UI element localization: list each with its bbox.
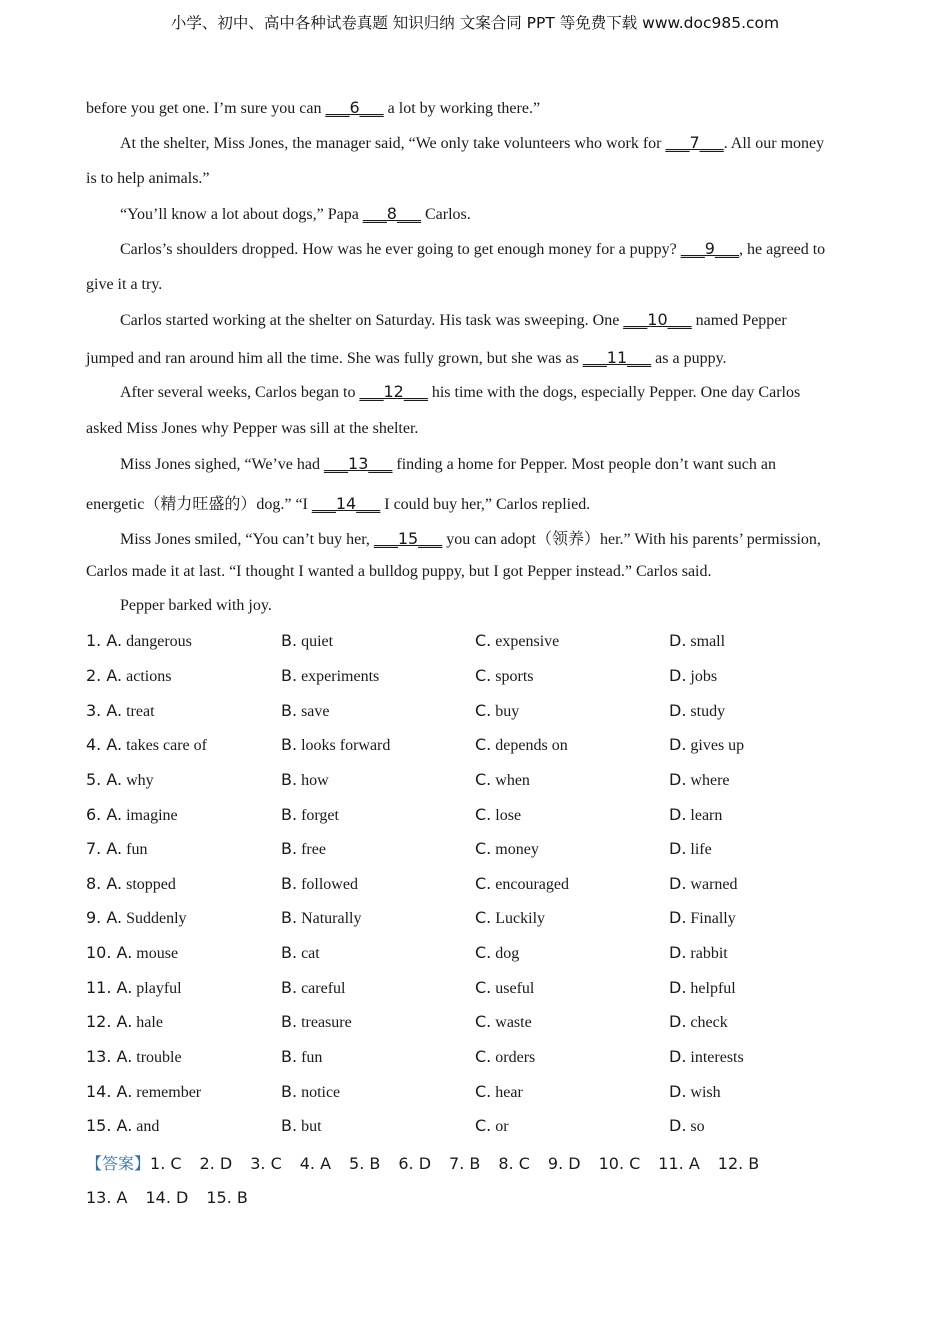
option-d-label: D. [669,770,687,789]
option-c-label: C. [475,1012,492,1031]
answer-item: 11. A [658,1154,700,1173]
option-c [475,1082,523,1102]
passage-line-5: Carlos’s shoulders dropped. How was he ever going to get enough money for a puppy? ___9___, he agreed to [120,239,826,258]
option-b-label: B. [281,839,298,858]
option-d-text: small [690,633,726,650]
option-row-8 [86,874,886,896]
option-d-label: D. [669,1047,687,1066]
blank-12: ___12___ [359,382,428,401]
blank-6: ___6___ [325,98,384,117]
option-c [475,701,519,721]
answer-item: 8. C [498,1154,530,1173]
option-a-text: remember [136,1084,202,1101]
option-row-3 [86,701,886,723]
option-d [669,839,712,859]
option-c [475,666,534,686]
option-a-text: Suddenly [126,910,187,927]
passage-line-14: Carlos made it at last. “I thought I wanted a bulldog puppy, but I got Pepper instead.” Carlos said. [86,563,712,580]
option-b [281,1116,322,1136]
option-d-label: D. [669,874,687,893]
option-a-label: 9. A. [86,908,123,927]
option-row-12 [86,1012,886,1034]
option-a-label: 6. A. [86,805,123,824]
option-b-text: save [301,703,330,720]
option-d-label: D. [669,839,687,858]
option-c-label: C. [475,735,492,754]
option-d [669,978,736,998]
option-d-text: wish [690,1084,721,1101]
option-b [281,805,339,825]
option-a [86,908,187,928]
passage-line-4: “You’ll know a lot about dogs,” Papa ___8___ Carlos. [120,204,471,223]
option-b [281,666,379,686]
option-a-text: why [126,772,154,789]
option-a [86,943,178,963]
answer-item: 15. B [206,1188,248,1207]
option-b-text: quiet [301,633,334,650]
option-a-label: 3. A. [86,701,123,720]
option-d-text: learn [690,807,723,824]
option-b [281,1082,340,1102]
option-d-label: D. [669,631,687,650]
option-b [281,978,345,998]
option-b-text: how [301,772,329,789]
option-c [475,631,559,651]
option-d-label: D. [669,908,687,927]
option-d [669,943,728,963]
option-a-text: trouble [136,1049,182,1066]
option-row-4 [86,735,886,757]
passage-line-2: At the shelter, Miss Jones, the manager said, “We only take volunteers who work for ___7___. All our money [120,133,825,152]
blank-7: ___7___ [665,133,724,152]
option-b-label: B. [281,1012,298,1031]
option-b-label: B. [281,908,298,927]
option-c [475,943,519,963]
passage-line-15: Pepper barked with joy. [120,597,272,614]
option-c-text: sports [495,668,534,685]
answer-item: 2. D [199,1154,233,1173]
option-c-label: C. [475,908,492,927]
option-a-label: 8. A. [86,874,123,893]
option-c-text: expensive [495,633,560,650]
option-row-9 [86,908,886,930]
answer-item: 9. D [547,1154,581,1173]
option-b-label: B. [281,701,298,720]
option-a [86,805,178,825]
option-d-text: life [690,841,712,858]
option-c [475,735,568,755]
option-b [281,735,390,755]
option-b [281,631,333,651]
option-c [475,1047,535,1067]
option-b-label: B. [281,631,298,650]
option-row-2 [86,666,886,688]
option-d [669,908,736,928]
option-b-text: but [301,1118,322,1135]
option-c-text: encouraged [495,876,569,893]
option-c-label: C. [475,1047,492,1066]
option-c-text: money [495,841,539,858]
option-b-label: B. [281,666,298,685]
answer-item: 4. A [299,1154,332,1173]
option-a-text: playful [136,980,182,997]
option-c-label: C. [475,666,492,685]
option-d-label: D. [669,1012,687,1031]
option-b-label: B. [281,770,298,789]
option-c-label: C. [475,1082,492,1101]
option-a-label: 5. A. [86,770,123,789]
option-a-text: fun [126,841,148,858]
option-d [669,735,744,755]
option-c [475,978,534,998]
option-b [281,1047,322,1067]
option-d [669,1116,705,1136]
option-d-label: D. [669,943,687,962]
option-b-text: experiments [301,668,380,685]
option-a-text: mouse [136,945,179,962]
answer-item: 6. D [398,1154,432,1173]
option-a [86,770,154,790]
option-b-text: forget [301,807,339,824]
option-row-1 [86,631,886,653]
option-c-label: C. [475,1116,492,1135]
option-d [669,631,725,651]
option-c-label: C. [475,943,492,962]
option-c [475,770,530,790]
blank-9: ___9___ [680,239,739,258]
option-row-14 [86,1082,886,1104]
option-b [281,839,326,859]
option-a-label: 1. A. [86,631,123,650]
option-a-text: and [136,1118,160,1135]
option-c-label: C. [475,701,492,720]
option-row-6 [86,805,886,827]
option-a [86,978,182,998]
option-a [86,701,155,721]
blank-10: ___10___ [623,310,692,329]
passage-line-7: Carlos started working at the shelter on Saturday. His task was sweeping. One ___10___ named Pepper [120,310,787,329]
option-b [281,770,329,790]
option-d [669,666,717,686]
option-c-label: C. [475,978,492,997]
option-b [281,908,361,928]
option-c-text: or [495,1118,509,1135]
option-d [669,701,725,721]
option-c-text: orders [495,1049,536,1066]
passage-line-10: asked Miss Jones why Pepper was sill at the shelter. [86,420,419,437]
option-c-text: dog [495,945,520,962]
option-d-text: interests [690,1049,744,1066]
blank-15: ___15___ [373,529,443,548]
option-b-label: B. [281,1047,298,1066]
passage-line-9: After several weeks, Carlos began to ___12___ his time with the dogs, especially Pepper. One day Carlos [120,382,801,401]
option-a [86,874,176,894]
option-row-13 [86,1047,886,1069]
option-c [475,874,569,894]
answer-item: 5. B [349,1154,381,1173]
option-d [669,805,722,825]
option-a [86,631,192,651]
option-b-label: B. [281,874,298,893]
option-b-text: followed [301,876,358,893]
option-c-text: hear [495,1084,523,1101]
option-d-label: D. [669,666,687,685]
answer-item: 10. C [598,1154,641,1173]
option-d-text: warned [690,876,738,893]
option-a [86,1116,159,1136]
passage-line-8: jumped and ran around him all the time. She was fully grown, but she was as ___11___ as a puppy. [86,348,727,367]
option-c-label: C. [475,839,492,858]
option-c [475,805,521,825]
option-d [669,1082,721,1102]
answer-item: 13. A [86,1188,128,1207]
option-a [86,666,171,686]
passage-line-13: Miss Jones smiled, “You can’t buy her, ___15___ you can adopt（领养）her.” With his parents’ permission, [120,529,821,548]
option-d [669,1012,728,1032]
blank-14: ___14___ [311,494,381,513]
option-b-text: careful [301,980,346,997]
option-row-15 [86,1116,886,1138]
option-c-text: useful [495,980,535,997]
option-row-11 [86,978,886,1000]
answer-item: 14. D [145,1188,189,1207]
option-a-label: 10. A. [86,943,133,962]
option-b [281,701,330,721]
option-a-text: actions [126,668,172,685]
answer-line-1 [86,1151,777,1174]
option-d-text: jobs [690,668,718,685]
option-a-label: 2. A. [86,666,123,685]
option-b-label: B. [281,978,298,997]
option-row-10 [86,943,886,965]
option-b-label: B. [281,1082,298,1101]
option-c [475,1116,509,1136]
option-d [669,1047,744,1067]
option-b-text: free [301,841,326,858]
option-d-label: D. [669,1116,687,1135]
option-c [475,839,539,859]
option-a-text: treat [126,703,155,720]
option-a-text: stopped [126,876,176,893]
option-a-label: 7. A. [86,839,123,858]
option-d-text: helpful [690,980,736,997]
option-a [86,1082,201,1102]
option-c-text: buy [495,703,520,720]
option-d-text: gives up [690,737,745,754]
option-d-text: where [690,772,730,789]
option-d [669,874,738,894]
option-row-7 [86,839,886,861]
answer-item: 3. C [250,1154,282,1173]
option-d-label: D. [669,735,687,754]
option-d-text: Finally [690,910,736,927]
option-a [86,1012,163,1032]
answer-tag: 【答案】 [86,1154,151,1173]
option-a-text: takes care of [126,737,207,754]
option-a [86,839,147,859]
option-c-label: C. [475,874,492,893]
option-c-text: when [495,772,530,789]
option-d-text: rabbit [690,945,728,962]
option-c-text: lose [495,807,522,824]
option-a-label: 13. A. [86,1047,133,1066]
option-a-label: 14. A. [86,1082,133,1101]
option-a-text: hale [136,1014,163,1031]
passage-line-1: before you get one. I’m sure you can ___6___ a lot by working there.” [86,98,541,117]
option-a-label: 12. A. [86,1012,133,1031]
option-b [281,874,358,894]
option-a-label: 11. A. [86,978,133,997]
option-c-label: C. [475,770,492,789]
option-a-label: 15. A. [86,1116,133,1135]
option-b-text: looks forward [301,737,391,754]
option-b-label: B. [281,943,298,962]
option-d-label: D. [669,701,687,720]
option-c-text: waste [495,1014,532,1031]
option-b-text: cat [301,945,320,962]
option-d [669,770,730,790]
option-c-text: depends on [495,737,568,754]
passage-line-11: Miss Jones sighed, “We’ve had ___13___ finding a home for Pepper. Most people don’t want such an [120,454,777,473]
option-a-text: dangerous [126,633,192,650]
answer-item: 1. C [150,1154,182,1173]
option-c-label: C. [475,631,492,650]
option-b-text: notice [301,1084,341,1101]
answer-item: 7. B [449,1154,481,1173]
option-d-text: so [690,1118,705,1135]
option-b [281,1012,352,1032]
option-a-text: imagine [126,807,178,824]
option-c [475,1012,532,1032]
blank-13: ___13___ [324,454,393,473]
blank-11: ___11___ [582,348,652,367]
option-row-5 [86,770,886,792]
option-d-text: study [690,703,726,720]
passage-line-6: give it a try. [86,276,163,293]
option-a-label: 4. A. [86,735,123,754]
option-a [86,735,207,755]
option-c-label: C. [475,805,492,824]
option-b-text: fun [301,1049,323,1066]
option-b-text: treasure [301,1014,352,1031]
option-b-label: B. [281,1116,298,1135]
page-header: 小学、初中、高中各种试卷真题 知识归纳 文案合同 PPT 等免费下载 www.doc985.com [170,14,780,32]
option-b-label: B. [281,735,298,754]
option-b-label: B. [281,805,298,824]
passage-line-3: is to help animals.” [86,170,210,187]
option-b [281,943,320,963]
option-a [86,1047,182,1067]
option-d-label: D. [669,805,687,824]
option-d-label: D. [669,978,687,997]
blank-8: ___8___ [362,204,421,223]
option-d-label: D. [669,1082,687,1101]
passage-line-12: energetic（精力旺盛的）dog.” “I ___14___ I could buy her,” Carlos replied. [86,494,591,513]
option-d-text: check [690,1014,728,1031]
answer-item: 12. B [717,1154,760,1173]
answer-line-2 [86,1188,266,1207]
option-c-text: Luckily [495,910,546,927]
option-c [475,908,545,928]
option-b-text: Naturally [301,910,362,927]
